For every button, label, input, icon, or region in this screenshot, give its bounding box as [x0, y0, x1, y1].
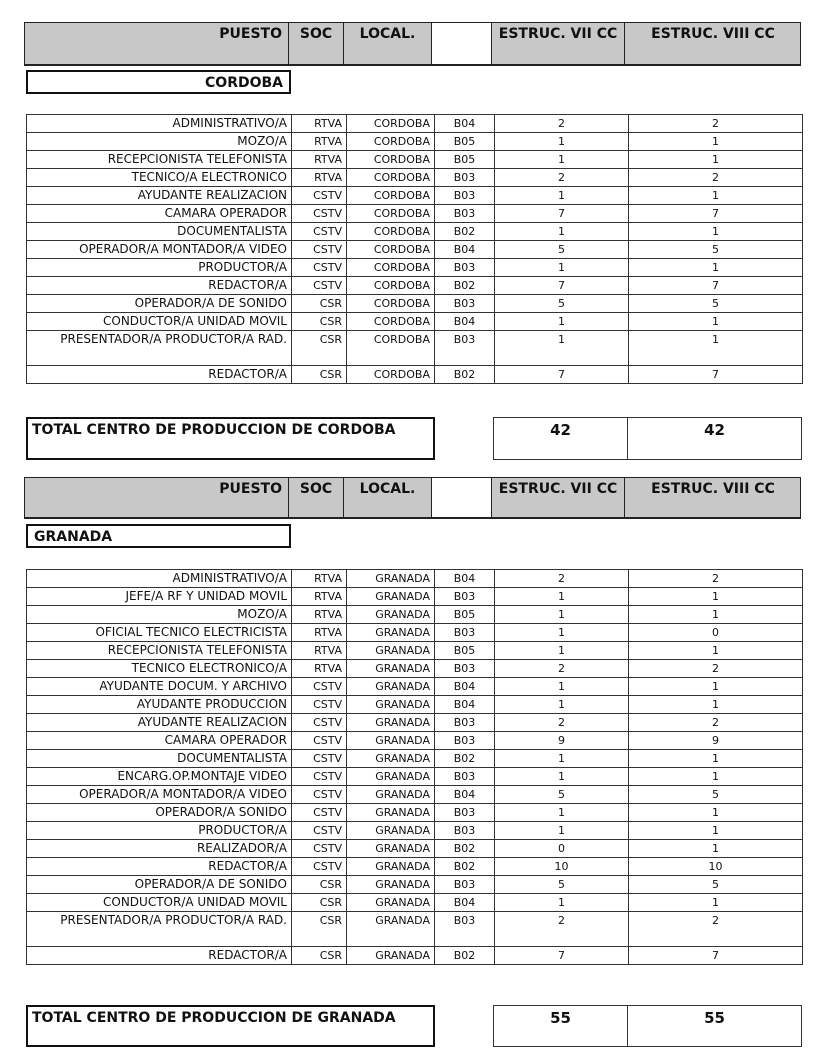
- grupo-cell: B03: [435, 331, 495, 366]
- soc-cell: CSR: [292, 947, 347, 965]
- header-local: LOCAL.: [343, 478, 431, 517]
- grupo-cell: B05: [435, 151, 495, 169]
- grupo-cell: B02: [435, 366, 495, 384]
- estruc-vii-cell: 1: [495, 223, 629, 241]
- soc-cell: CSTV: [292, 768, 347, 786]
- local-cell: GRANADA: [347, 678, 435, 696]
- table-row: [27, 678, 803, 696]
- table-row: [27, 588, 803, 606]
- soc-cell: CSTV: [292, 714, 347, 732]
- estruc-vii-cell: 1: [495, 642, 629, 660]
- estruc-viii-cell: 1: [629, 696, 803, 714]
- table-row: [27, 858, 803, 876]
- header-row-granada: [24, 477, 801, 519]
- local-cell: GRANADA: [347, 606, 435, 624]
- puesto-cell: MOZO/A: [27, 606, 292, 624]
- soc-cell: CSTV: [292, 804, 347, 822]
- local-cell: CORDOBA: [347, 366, 435, 384]
- grupo-cell: B03: [435, 205, 495, 223]
- local-cell: GRANADA: [347, 768, 435, 786]
- estruc-vii-cell: 7: [495, 205, 629, 223]
- estruc-vii-cell: 1: [495, 678, 629, 696]
- puesto-cell: ENCARG.OP.MONTAJE VIDEO: [27, 768, 292, 786]
- estruc-viii-cell: 5: [629, 786, 803, 804]
- soc-cell: CSTV: [292, 696, 347, 714]
- header-gap: [431, 23, 491, 64]
- grupo-cell: B02: [435, 223, 495, 241]
- estruc-vii-cell: 1: [495, 696, 629, 714]
- table-row: [27, 115, 803, 133]
- table-row: [27, 786, 803, 804]
- grupo-cell: B05: [435, 133, 495, 151]
- estruc-vii-cell: 1: [495, 331, 629, 366]
- table-row: [27, 624, 803, 642]
- table-row: [27, 151, 803, 169]
- grupo-cell: B04: [435, 115, 495, 133]
- grupo-cell: B03: [435, 768, 495, 786]
- estruc-vii-cell: 2: [495, 570, 629, 588]
- soc-cell: CSTV: [292, 241, 347, 259]
- estruc-vii-cell: 10: [495, 858, 629, 876]
- estruc-viii-cell: 7: [629, 947, 803, 965]
- soc-cell: CSR: [292, 295, 347, 313]
- puesto-cell: OPERADOR/A DE SONIDO: [27, 295, 292, 313]
- table-row: [27, 331, 803, 366]
- estruc-viii-cell: 1: [629, 187, 803, 205]
- puesto-cell: REDACTOR/A: [27, 366, 292, 384]
- puesto-cell: ADMINISTRATIVO/A: [27, 115, 292, 133]
- soc-cell: CSTV: [292, 223, 347, 241]
- soc-cell: CSTV: [292, 732, 347, 750]
- local-cell: CORDOBA: [347, 313, 435, 331]
- grupo-cell: B03: [435, 187, 495, 205]
- soc-cell: CSTV: [292, 205, 347, 223]
- estruc-viii-cell: 10: [629, 858, 803, 876]
- local-cell: GRANADA: [347, 714, 435, 732]
- puesto-cell: CAMARA OPERADOR: [27, 732, 292, 750]
- puesto-cell: TECNICO/A ELECTRONICO: [27, 169, 292, 187]
- table-row: [27, 366, 803, 384]
- table-row: [27, 570, 803, 588]
- estruc-vii-cell: 2: [495, 714, 629, 732]
- grupo-cell: B03: [435, 822, 495, 840]
- header-puesto: PUESTO: [219, 481, 282, 497]
- local-cell: GRANADA: [347, 822, 435, 840]
- table-row: [27, 876, 803, 894]
- soc-cell: RTVA: [292, 624, 347, 642]
- puesto-cell: REALIZADOR/A: [27, 840, 292, 858]
- estruc-viii-cell: 5: [629, 876, 803, 894]
- puesto-cell: DOCUMENTALISTA: [27, 750, 292, 768]
- soc-cell: CSTV: [292, 750, 347, 768]
- table-row: [27, 768, 803, 786]
- soc-cell: CSTV: [292, 678, 347, 696]
- data-table-granada: [26, 569, 803, 965]
- table-row: [27, 912, 803, 947]
- grupo-cell: B02: [435, 947, 495, 965]
- estruc-viii-cell: 1: [629, 223, 803, 241]
- total-label-granada: TOTAL CENTRO DE PRODUCCION DE GRANADA: [26, 1005, 435, 1047]
- puesto-cell: RECEPCIONISTA TELEFONISTA: [27, 642, 292, 660]
- puesto-cell: OPERADOR/A DE SONIDO: [27, 876, 292, 894]
- puesto-cell: OPERADOR/A MONTADOR/A VIDEO: [27, 786, 292, 804]
- table-row: [27, 133, 803, 151]
- local-cell: GRANADA: [347, 804, 435, 822]
- soc-cell: CSTV: [292, 259, 347, 277]
- table-row: [27, 714, 803, 732]
- puesto-cell: PRESENTADOR/A PRODUCTOR/A RAD.: [27, 331, 292, 366]
- estruc-viii-cell: 1: [629, 678, 803, 696]
- grupo-cell: B03: [435, 804, 495, 822]
- data-table-cordoba: [26, 114, 803, 384]
- grupo-cell: B05: [435, 606, 495, 624]
- table-row: [27, 840, 803, 858]
- estruc-viii-cell: 2: [629, 169, 803, 187]
- table-row: [27, 642, 803, 660]
- grupo-cell: B05: [435, 642, 495, 660]
- local-cell: GRANADA: [347, 624, 435, 642]
- soc-cell: CSR: [292, 912, 347, 947]
- local-cell: CORDOBA: [347, 259, 435, 277]
- puesto-cell: AYUDANTE DOCUM. Y ARCHIVO: [27, 678, 292, 696]
- estruc-viii-cell: 1: [629, 313, 803, 331]
- estruc-viii-cell: 1: [629, 259, 803, 277]
- city-label-cordoba: CORDOBA: [26, 70, 291, 94]
- table-row: [27, 804, 803, 822]
- header-puesto: PUESTO: [219, 26, 282, 42]
- local-cell: CORDOBA: [347, 133, 435, 151]
- soc-cell: CSTV: [292, 187, 347, 205]
- local-cell: CORDOBA: [347, 277, 435, 295]
- total-vii-granada: 55: [493, 1005, 628, 1047]
- estruc-vii-cell: 1: [495, 588, 629, 606]
- estruc-viii-cell: 1: [629, 588, 803, 606]
- puesto-cell: PRESENTADOR/A PRODUCTOR/A RAD.: [27, 912, 292, 947]
- local-cell: GRANADA: [347, 696, 435, 714]
- estruc-viii-cell: 1: [629, 768, 803, 786]
- header-local: LOCAL.: [343, 23, 431, 64]
- grupo-cell: B04: [435, 313, 495, 331]
- grupo-cell: B04: [435, 696, 495, 714]
- estruc-vii-cell: 1: [495, 133, 629, 151]
- grupo-cell: B04: [435, 678, 495, 696]
- estruc-vii-cell: 1: [495, 187, 629, 205]
- estruc-vii-cell: 1: [495, 804, 629, 822]
- estruc-vii-cell: 1: [495, 606, 629, 624]
- soc-cell: CSTV: [292, 858, 347, 876]
- table-row: [27, 732, 803, 750]
- local-cell: CORDOBA: [347, 205, 435, 223]
- local-cell: CORDOBA: [347, 115, 435, 133]
- grupo-cell: B04: [435, 241, 495, 259]
- soc-cell: CSTV: [292, 822, 347, 840]
- grupo-cell: B03: [435, 714, 495, 732]
- local-cell: GRANADA: [347, 947, 435, 965]
- table-row: [27, 660, 803, 678]
- city-label-granada: GRANADA: [26, 524, 291, 548]
- estruc-viii-cell: 1: [629, 804, 803, 822]
- estruc-viii-cell: 2: [629, 714, 803, 732]
- estruc-vii-cell: 7: [495, 947, 629, 965]
- table-row: [27, 187, 803, 205]
- puesto-cell: CONDUCTOR/A UNIDAD MOVIL: [27, 894, 292, 912]
- soc-cell: CSTV: [292, 840, 347, 858]
- estruc-viii-cell: 1: [629, 151, 803, 169]
- grupo-cell: B02: [435, 750, 495, 768]
- grupo-cell: B04: [435, 786, 495, 804]
- grupo-cell: B02: [435, 277, 495, 295]
- total-label-cordoba: TOTAL CENTRO DE PRODUCCION DE CORDOBA: [26, 417, 435, 460]
- estruc-vii-cell: 1: [495, 750, 629, 768]
- estruc-viii-cell: 2: [629, 570, 803, 588]
- header-estruc-vii: ESTRUC. VII CC: [491, 23, 624, 64]
- soc-cell: RTVA: [292, 660, 347, 678]
- table-row: [27, 223, 803, 241]
- estruc-viii-cell: 5: [629, 241, 803, 259]
- total-viii-granada: 55: [627, 1005, 802, 1047]
- estruc-vii-cell: 1: [495, 822, 629, 840]
- soc-cell: RTVA: [292, 642, 347, 660]
- local-cell: GRANADA: [347, 570, 435, 588]
- grupo-cell: B03: [435, 876, 495, 894]
- estruc-vii-cell: 1: [495, 624, 629, 642]
- puesto-cell: ADMINISTRATIVO/A: [27, 570, 292, 588]
- estruc-viii-cell: 5: [629, 295, 803, 313]
- local-cell: GRANADA: [347, 642, 435, 660]
- estruc-viii-cell: 2: [629, 660, 803, 678]
- estruc-vii-cell: 1: [495, 151, 629, 169]
- estruc-vii-cell: 5: [495, 786, 629, 804]
- puesto-cell: RECEPCIONISTA TELEFONISTA: [27, 151, 292, 169]
- soc-cell: RTVA: [292, 133, 347, 151]
- soc-cell: CSR: [292, 876, 347, 894]
- puesto-cell: PRODUCTOR/A: [27, 259, 292, 277]
- table-row: [27, 894, 803, 912]
- header-row-cordoba: [24, 22, 801, 66]
- grupo-cell: B02: [435, 840, 495, 858]
- puesto-cell: JEFE/A RF Y UNIDAD MOVIL: [27, 588, 292, 606]
- puesto-cell: AYUDANTE REALIZACION: [27, 714, 292, 732]
- local-cell: GRANADA: [347, 750, 435, 768]
- local-cell: GRANADA: [347, 732, 435, 750]
- header-estruc-vii: ESTRUC. VII CC: [491, 478, 624, 517]
- puesto-cell: REDACTOR/A: [27, 858, 292, 876]
- puesto-cell: REDACTOR/A: [27, 947, 292, 965]
- grupo-cell: B03: [435, 588, 495, 606]
- grupo-cell: B03: [435, 732, 495, 750]
- estruc-vii-cell: 0: [495, 840, 629, 858]
- puesto-cell: DOCUMENTALISTA: [27, 223, 292, 241]
- estruc-viii-cell: 2: [629, 912, 803, 947]
- soc-cell: CSR: [292, 366, 347, 384]
- soc-cell: CSR: [292, 313, 347, 331]
- local-cell: GRANADA: [347, 786, 435, 804]
- table-row: [27, 241, 803, 259]
- estruc-viii-cell: 1: [629, 642, 803, 660]
- puesto-cell: OPERADOR/A SONIDO: [27, 804, 292, 822]
- total-viii-cordoba: 42: [627, 417, 802, 460]
- estruc-viii-cell: 7: [629, 277, 803, 295]
- table-row: [27, 277, 803, 295]
- estruc-viii-cell: 7: [629, 205, 803, 223]
- grupo-cell: B03: [435, 169, 495, 187]
- grupo-cell: B03: [435, 912, 495, 947]
- table-row: [27, 947, 803, 965]
- local-cell: GRANADA: [347, 840, 435, 858]
- estruc-viii-cell: 1: [629, 133, 803, 151]
- estruc-viii-cell: 1: [629, 331, 803, 366]
- estruc-viii-cell: 1: [629, 606, 803, 624]
- local-cell: CORDOBA: [347, 187, 435, 205]
- table-row: [27, 259, 803, 277]
- soc-cell: RTVA: [292, 115, 347, 133]
- puesto-cell: REDACTOR/A: [27, 277, 292, 295]
- puesto-cell: CONDUCTOR/A UNIDAD MOVIL: [27, 313, 292, 331]
- local-cell: CORDOBA: [347, 241, 435, 259]
- table-row: [27, 295, 803, 313]
- table-row: [27, 822, 803, 840]
- puesto-cell: OFICIAL TECNICO ELECTRICISTA: [27, 624, 292, 642]
- local-cell: CORDOBA: [347, 331, 435, 366]
- estruc-vii-cell: 9: [495, 732, 629, 750]
- grupo-cell: B04: [435, 894, 495, 912]
- local-cell: CORDOBA: [347, 169, 435, 187]
- grupo-cell: B02: [435, 858, 495, 876]
- header-soc: SOC: [288, 478, 343, 517]
- local-cell: GRANADA: [347, 660, 435, 678]
- grupo-cell: B03: [435, 259, 495, 277]
- header-estruc-viii: ESTRUC. VIII CC: [624, 478, 801, 517]
- estruc-vii-cell: 2: [495, 169, 629, 187]
- table-row: [27, 169, 803, 187]
- header-estruc-viii: ESTRUC. VIII CC: [624, 23, 801, 64]
- estruc-vii-cell: 1: [495, 313, 629, 331]
- local-cell: CORDOBA: [347, 151, 435, 169]
- table-row: [27, 313, 803, 331]
- estruc-viii-cell: 1: [629, 822, 803, 840]
- puesto-cell: AYUDANTE REALIZACION: [27, 187, 292, 205]
- table-row: [27, 606, 803, 624]
- soc-cell: CSR: [292, 331, 347, 366]
- soc-cell: RTVA: [292, 570, 347, 588]
- soc-cell: CSTV: [292, 277, 347, 295]
- estruc-vii-cell: 1: [495, 894, 629, 912]
- estruc-vii-cell: 5: [495, 876, 629, 894]
- estruc-vii-cell: 2: [495, 115, 629, 133]
- grupo-cell: B03: [435, 660, 495, 678]
- puesto-cell: PRODUCTOR/A: [27, 822, 292, 840]
- estruc-vii-cell: 2: [495, 912, 629, 947]
- local-cell: GRANADA: [347, 588, 435, 606]
- estruc-viii-cell: 1: [629, 750, 803, 768]
- soc-cell: RTVA: [292, 169, 347, 187]
- puesto-cell: AYUDANTE PRODUCCION: [27, 696, 292, 714]
- estruc-viii-cell: 0: [629, 624, 803, 642]
- local-cell: CORDOBA: [347, 295, 435, 313]
- estruc-vii-cell: 7: [495, 277, 629, 295]
- table-row: [27, 696, 803, 714]
- estruc-viii-cell: 7: [629, 366, 803, 384]
- soc-cell: RTVA: [292, 151, 347, 169]
- table-row: [27, 205, 803, 223]
- estruc-vii-cell: 1: [495, 259, 629, 277]
- estruc-vii-cell: 5: [495, 241, 629, 259]
- local-cell: GRANADA: [347, 894, 435, 912]
- grupo-cell: B03: [435, 624, 495, 642]
- local-cell: GRANADA: [347, 912, 435, 947]
- puesto-cell: OPERADOR/A MONTADOR/A VIDEO: [27, 241, 292, 259]
- puesto-cell: TECNICO ELECTRONICO/A: [27, 660, 292, 678]
- estruc-viii-cell: 1: [629, 840, 803, 858]
- total-vii-cordoba: 42: [493, 417, 628, 460]
- estruc-viii-cell: 9: [629, 732, 803, 750]
- estruc-vii-cell: 2: [495, 660, 629, 678]
- grupo-cell: B04: [435, 570, 495, 588]
- grupo-cell: B03: [435, 295, 495, 313]
- soc-cell: RTVA: [292, 606, 347, 624]
- soc-cell: CSTV: [292, 786, 347, 804]
- header-gap: [431, 478, 491, 517]
- estruc-viii-cell: 1: [629, 894, 803, 912]
- header-soc: SOC: [288, 23, 343, 64]
- estruc-viii-cell: 2: [629, 115, 803, 133]
- estruc-vii-cell: 1: [495, 768, 629, 786]
- local-cell: GRANADA: [347, 858, 435, 876]
- puesto-cell: CAMARA OPERADOR: [27, 205, 292, 223]
- table-row: [27, 750, 803, 768]
- local-cell: GRANADA: [347, 876, 435, 894]
- soc-cell: CSR: [292, 894, 347, 912]
- estruc-vii-cell: 7: [495, 366, 629, 384]
- estruc-vii-cell: 5: [495, 295, 629, 313]
- puesto-cell: MOZO/A: [27, 133, 292, 151]
- local-cell: CORDOBA: [347, 223, 435, 241]
- soc-cell: RTVA: [292, 588, 347, 606]
